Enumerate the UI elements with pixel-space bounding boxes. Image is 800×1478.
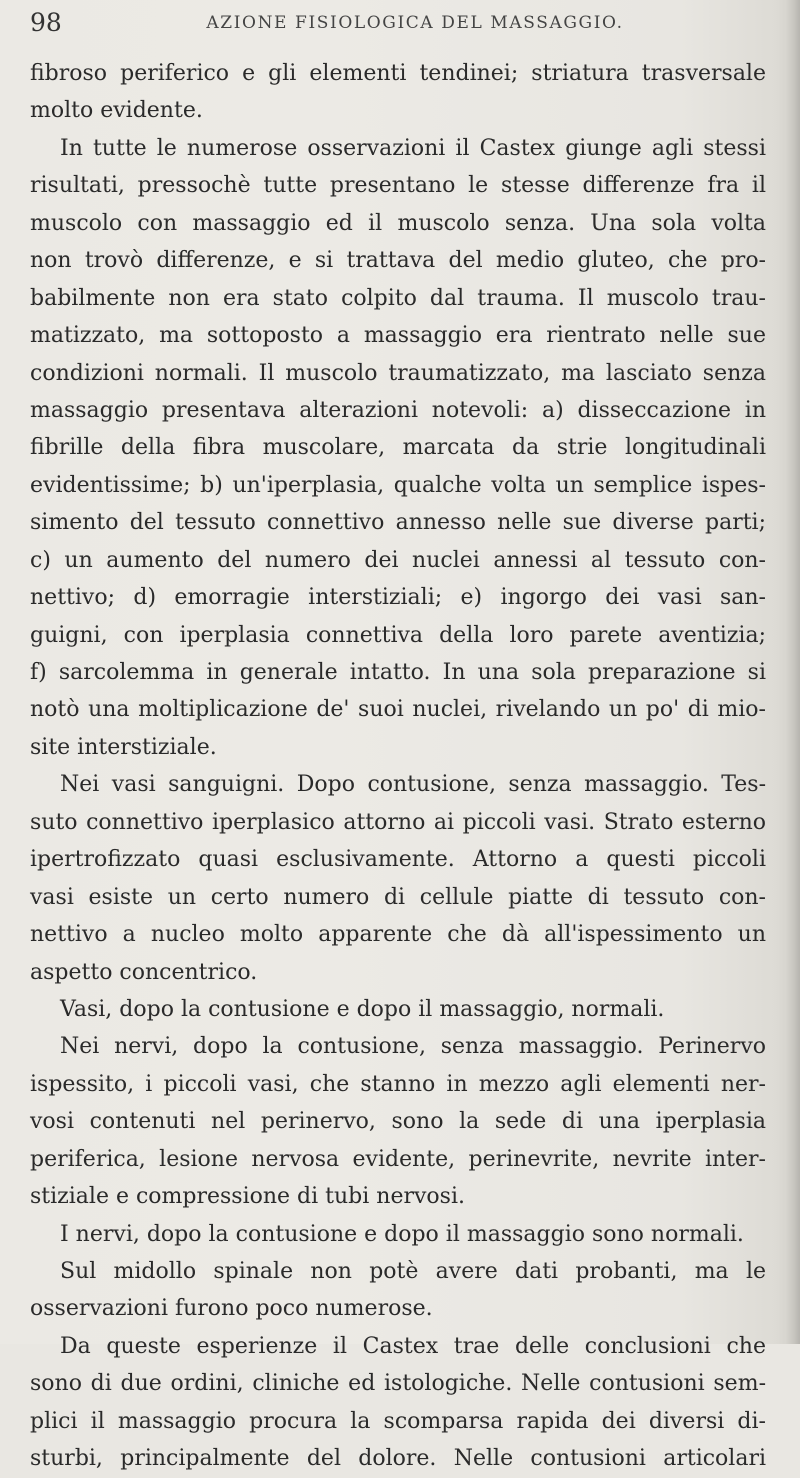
text-line: nettivo a nucleo molto apparente che dà all'ispessimento un [30,922,766,948]
text-line: plici il massaggio procura la scomparsa rapida dei diversi di- [30,1408,766,1434]
text-line: sturbi, principalmente del dolore. Nelle contusioni articolari [30,1446,766,1472]
text-line: Nei nervi, dopo la contusione, senza massaggio. Perinervo [60,1034,766,1060]
text-line: fibroso periferico e gli elementi tendinei; striatura trasversale [30,61,766,86]
text-line: muscolo con massaggio ed il muscolo senza. Una sola volta [30,210,766,236]
text-line: fibrille della fibra muscolare, marcata da strie longitudinali [30,435,766,461]
text-line: sono di due ordini, cliniche ed istologiche. Nelle contusioni sem- [30,1371,766,1397]
text-line: osservazioni furono poco numerose. [30,1296,433,1322]
text-line: periferica, lesione nervosa evidente, perinevrite, nevrite inter- [30,1146,766,1172]
text-line: babilmente non era stato colpito dal trauma. Il muscolo trau- [30,285,766,311]
text-line: vasi esiste un certo numero di cellule piatte di tessuto con- [30,884,766,910]
text-line: risultati, pressochè tutte presentano le stesse differenze fra il [30,173,766,199]
text-line: ispessito, i piccoli vasi, che stanno in mezzo agli elementi ner- [30,1071,766,1097]
text-line: stiziale e compressione di tubi nervosi. [30,1184,465,1210]
text-line: matizzato, ma sottoposto a massaggio era rientrato nelle sue [30,323,766,349]
text-line: vosi contenuti nel perinervo, sono la sede di una iperplasia [30,1109,766,1135]
body-text [30,55,766,1478]
text-line: Da queste esperienze il Castex trae delle conclusioni che [60,1333,766,1359]
text-line: f) sarcolemma in generale intatto. In una sola preparazione si [30,660,766,685]
text-line: site interstiziale. [30,734,217,760]
text-line: simento del tessuto connettivo annesso nelle sue diverse parti; [30,510,766,536]
text-line: Nei vasi sanguigni. Dopo contusione, senza massaggio. Tes- [60,772,766,798]
text-line: In tutte le numerose osservazioni il Castex giunge agli stessi [60,135,766,161]
page-edge-shadow [786,0,800,1344]
text-line: non trovò differenze, e si trattava del medio gluteo, che pro- [30,248,766,274]
page-number: 98 [30,8,62,37]
page-header [30,5,760,41]
text-line: notò una moltiplicazione de' suoi nuclei, rivelando un po' di mio- [30,697,766,723]
text-line: evidentissime; b) un'iperplasia, qualche volta un semplice ispes- [30,472,766,498]
text-line: ipertrofizzato quasi esclusivamente. Attorno a questi piccoli [30,847,766,873]
text-line: suto connettivo iperplasico attorno ai piccoli vasi. Strato esterno [30,809,766,835]
running-head: AZIONE FISIOLOGICA DEL MASSAGGIO. [206,13,624,33]
text-line: aspetto concentrico. [30,959,258,985]
text-line: I nervi, dopo la contusione e dopo il massaggio sono normali. [60,1221,744,1247]
text-line: c) un aumento del numero dei nuclei annessi al tessuto con- [30,547,766,573]
text-line: condizioni normali. Il muscolo traumatizzato, ma lasciato senza [30,360,766,386]
text-line: nettivo; d) emorragie interstiziali; e) ingorgo dei vasi san- [30,585,766,611]
text-line: guigni, con iperplasia connettiva della loro parete aventizia; [30,622,766,648]
text-line: molto evidente. [30,98,203,124]
text-line: massaggio presentava alterazioni notevoli: a) disseccazione in [30,397,766,423]
text-line: Sul midollo spinale non potè avere dati probanti, ma le [60,1259,766,1284]
text-line: Vasi, dopo la contusione e dopo il massaggio, normali. [60,996,665,1022]
